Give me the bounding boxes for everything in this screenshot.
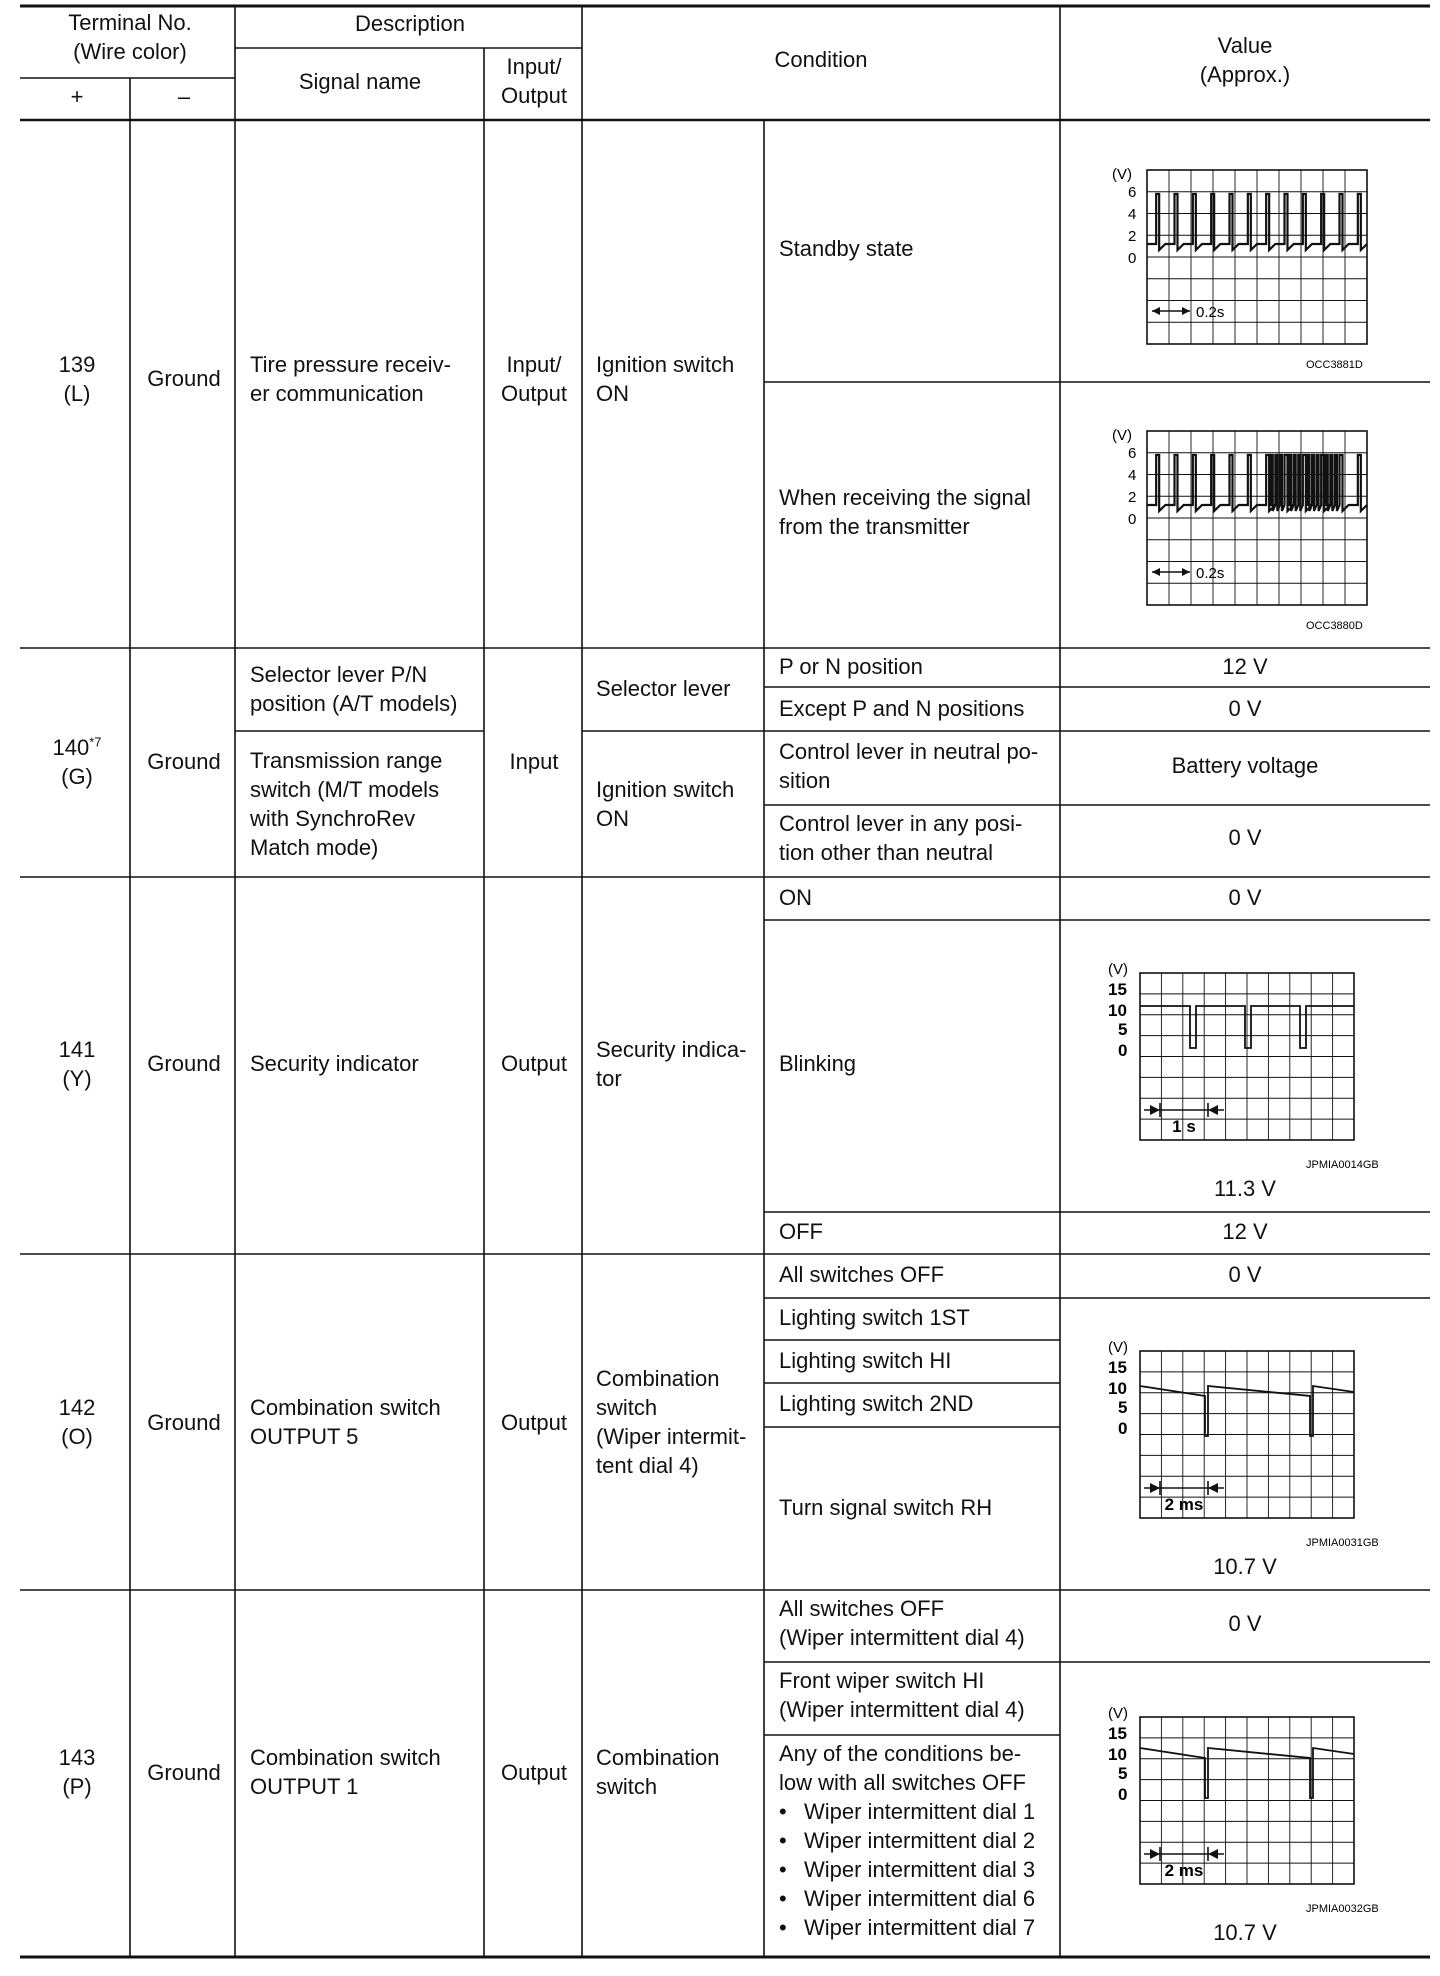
wave-time-label: 1 s	[1172, 1117, 1196, 1136]
wave-y-tick: 6	[1128, 184, 1137, 201]
header-signal-name: Signal name	[298, 69, 422, 94]
condition-4: tent dial 4)	[596, 1453, 699, 1478]
value: 0 V	[1228, 696, 1262, 721]
wave-unit: (V)	[1108, 961, 1128, 978]
io-label: Output	[500, 1051, 568, 1076]
wire-color: (G)	[61, 764, 93, 789]
signal-name: Combination switch	[250, 1745, 441, 1770]
wave-y-tick: 5	[1118, 1764, 1128, 1783]
waveform-output5	[1100, 1336, 1400, 1550]
condition: Combination	[596, 1366, 720, 1391]
list-item: • Wiper intermittent dial 7	[779, 1915, 1036, 1940]
wave-time-label: 0.2s	[1196, 304, 1225, 321]
condition: Ignition switch	[596, 352, 735, 377]
wave-y-tick: 10	[1108, 1745, 1127, 1764]
header-value-approx: (Approx.)	[1199, 62, 1291, 87]
header-plus: +	[70, 84, 84, 109]
wave-y-tick: 0	[1118, 1785, 1128, 1804]
signal-name: Combination switch	[250, 1395, 441, 1420]
header-wire-color: (Wire color)	[73, 39, 187, 64]
header-value: Value	[1217, 33, 1273, 58]
value: 0 V	[1228, 825, 1262, 850]
sub-condition-standby: Standby state	[779, 236, 914, 261]
wave-y-tick: 6	[1128, 445, 1137, 462]
sub-condition-2: (Wiper intermittent dial 4)	[779, 1697, 1025, 1722]
sub-condition: P or N position	[779, 654, 923, 679]
wave-y-tick: 0	[1128, 511, 1137, 528]
waveform-output1	[1100, 1702, 1400, 1916]
value: 10.7 V	[1213, 1920, 1277, 1945]
io-label: Output	[500, 1760, 568, 1785]
header-condition: Condition	[774, 47, 868, 72]
sub-condition-blinking: Blinking	[779, 1051, 857, 1076]
value: 0 V	[1228, 1611, 1262, 1636]
sub-condition: Any of the conditions be-	[779, 1741, 1022, 1766]
signal-name-2: OUTPUT 1	[250, 1774, 359, 1799]
wave-y-tick: 2	[1128, 489, 1137, 506]
wave-y-tick: 0	[1118, 1041, 1128, 1060]
condition-3: (Wiper intermit-	[596, 1424, 747, 1449]
wave-unit: (V)	[1108, 1339, 1128, 1356]
signal-name-selector: Selector lever P/N	[250, 662, 428, 687]
signal-name-2: er communication	[250, 381, 424, 406]
sub-condition: Control lever in any posi-	[779, 811, 1023, 836]
wave-time-label: 2 ms	[1164, 1861, 1204, 1880]
header-description: Description	[354, 11, 466, 36]
io-label: Input/	[506, 352, 562, 377]
wire-color: (L)	[63, 381, 91, 406]
sub-condition: Front wiper switch HI	[779, 1668, 985, 1693]
wave-unit: (V)	[1108, 1705, 1128, 1722]
wave-code: OCC3880D	[1306, 620, 1363, 632]
value: 12 V	[1222, 1219, 1268, 1244]
header-terminal-no: Terminal No.	[68, 10, 192, 35]
condition-2: switch	[596, 1395, 658, 1420]
value: 10.7 V	[1213, 1554, 1277, 1579]
sub-condition-on: ON	[779, 885, 812, 910]
wave-y-tick: 10	[1108, 1001, 1127, 1020]
wave-y-tick: 10	[1108, 1379, 1127, 1398]
wave-y-tick: 15	[1108, 980, 1127, 999]
value: 0 V	[1228, 1262, 1262, 1287]
wire-color: (O)	[61, 1424, 93, 1449]
sub-condition: Control lever in neutral po-	[779, 739, 1039, 764]
io-label: Output	[500, 1410, 568, 1435]
value: 11.3 V	[1214, 1176, 1276, 1201]
ground-label: Ground	[147, 749, 221, 774]
wave-y-tick: 15	[1108, 1724, 1127, 1743]
waveform-standby	[1110, 164, 1400, 374]
wave-code: OCC3881D	[1306, 359, 1363, 371]
list-item: • Wiper intermittent dial 6	[779, 1886, 1036, 1911]
condition: Combination	[596, 1745, 720, 1770]
ground-label: Ground	[147, 1051, 221, 1076]
sub-condition: Turn signal switch RH	[779, 1495, 993, 1520]
header-minus: –	[177, 84, 191, 109]
wire-color: (Y)	[62, 1066, 92, 1091]
sub-condition: Lighting switch 1ST	[779, 1305, 970, 1330]
ground-label: Ground	[147, 1410, 221, 1435]
condition-2: ON	[596, 381, 629, 406]
signal-name: Tire pressure receiv-	[250, 352, 451, 377]
terminal-number: 141	[58, 1037, 96, 1062]
waveform-receiving	[1110, 425, 1400, 635]
wave-code: JPMIA0032GB	[1306, 1903, 1379, 1915]
wave-y-tick: 2	[1128, 228, 1137, 245]
wave-y-tick: 4	[1128, 206, 1137, 223]
wave-y-tick: 0	[1118, 1419, 1128, 1438]
signal-name-2: OUTPUT 5	[250, 1424, 359, 1449]
header-input-output-2: Output	[500, 83, 568, 108]
value: 12 V	[1222, 654, 1268, 679]
header-input-output: Input/	[506, 54, 562, 79]
sub-condition-2: sition	[779, 768, 831, 793]
wave-y-tick: 0	[1128, 250, 1137, 267]
list-item: • Wiper intermittent dial 3	[779, 1857, 1036, 1882]
sub-condition-2: low with all switches OFF	[779, 1770, 1026, 1795]
wave-y-tick: 5	[1118, 1020, 1128, 1039]
waveform-blinking	[1100, 958, 1400, 1172]
terminal-number: 143	[58, 1745, 96, 1770]
sub-condition-receiving: When receiving the signal	[779, 485, 1031, 510]
value: 0 V	[1228, 885, 1262, 910]
signal-name-transmission: Transmission range	[250, 748, 443, 773]
sub-condition: All switches OFF	[779, 1262, 945, 1287]
wave-time-label: 0.2s	[1196, 565, 1225, 582]
signal-name: Security indicator	[250, 1051, 419, 1076]
wave-y-tick: 5	[1118, 1398, 1128, 1417]
list-item: • Wiper intermittent dial 1	[779, 1799, 1036, 1824]
ground-label: Ground	[147, 366, 221, 391]
condition-2: switch	[596, 1774, 658, 1799]
sub-condition-off: OFF	[779, 1219, 823, 1244]
sub-condition-receiving-2: from the transmitter	[779, 514, 970, 539]
signal-name-transmission-3: with SynchroRev	[250, 806, 416, 831]
io-label: Input	[509, 749, 559, 774]
condition-2: tor	[596, 1066, 622, 1091]
condition-selector: Selector lever	[596, 676, 731, 701]
wave-code: JPMIA0031GB	[1306, 1537, 1379, 1549]
signal-name-selector-2: position (A/T models)	[250, 691, 458, 716]
wave-code: JPMIA0014GB	[1306, 1159, 1379, 1171]
terminal-number: 139	[58, 352, 96, 377]
ground-label: Ground	[147, 1760, 221, 1785]
condition-ignition-2: ON	[596, 806, 629, 831]
sub-condition-2: (Wiper intermittent dial 4)	[779, 1625, 1025, 1650]
sub-condition: Lighting switch 2ND	[779, 1391, 974, 1416]
value: Battery voltage	[1171, 753, 1319, 778]
wave-time-label: 2 ms	[1164, 1495, 1204, 1514]
wave-y-tick: 4	[1128, 467, 1137, 484]
terminal-number: 140$^{*7}$	[52, 734, 102, 760]
wave-unit: (V)	[1112, 427, 1132, 444]
io-label-2: Output	[500, 381, 568, 406]
sub-condition: Except P and N positions	[779, 696, 1025, 721]
wave-y-tick: 15	[1108, 1358, 1127, 1377]
wire-color: (P)	[62, 1774, 92, 1799]
sub-condition: Lighting switch HI	[779, 1348, 952, 1373]
condition: Security indica-	[596, 1037, 747, 1062]
sub-condition: All switches OFF	[779, 1596, 945, 1621]
terminal-number: 142	[58, 1395, 96, 1420]
wave-unit: (V)	[1112, 166, 1132, 183]
sub-condition-2: tion other than neutral	[779, 840, 994, 865]
list-item: • Wiper intermittent dial 2	[779, 1828, 1036, 1853]
condition-ignition: Ignition switch	[596, 777, 735, 802]
signal-name-transmission-4: Match mode)	[250, 835, 379, 860]
signal-name-transmission-2: switch (M/T models	[250, 777, 440, 802]
